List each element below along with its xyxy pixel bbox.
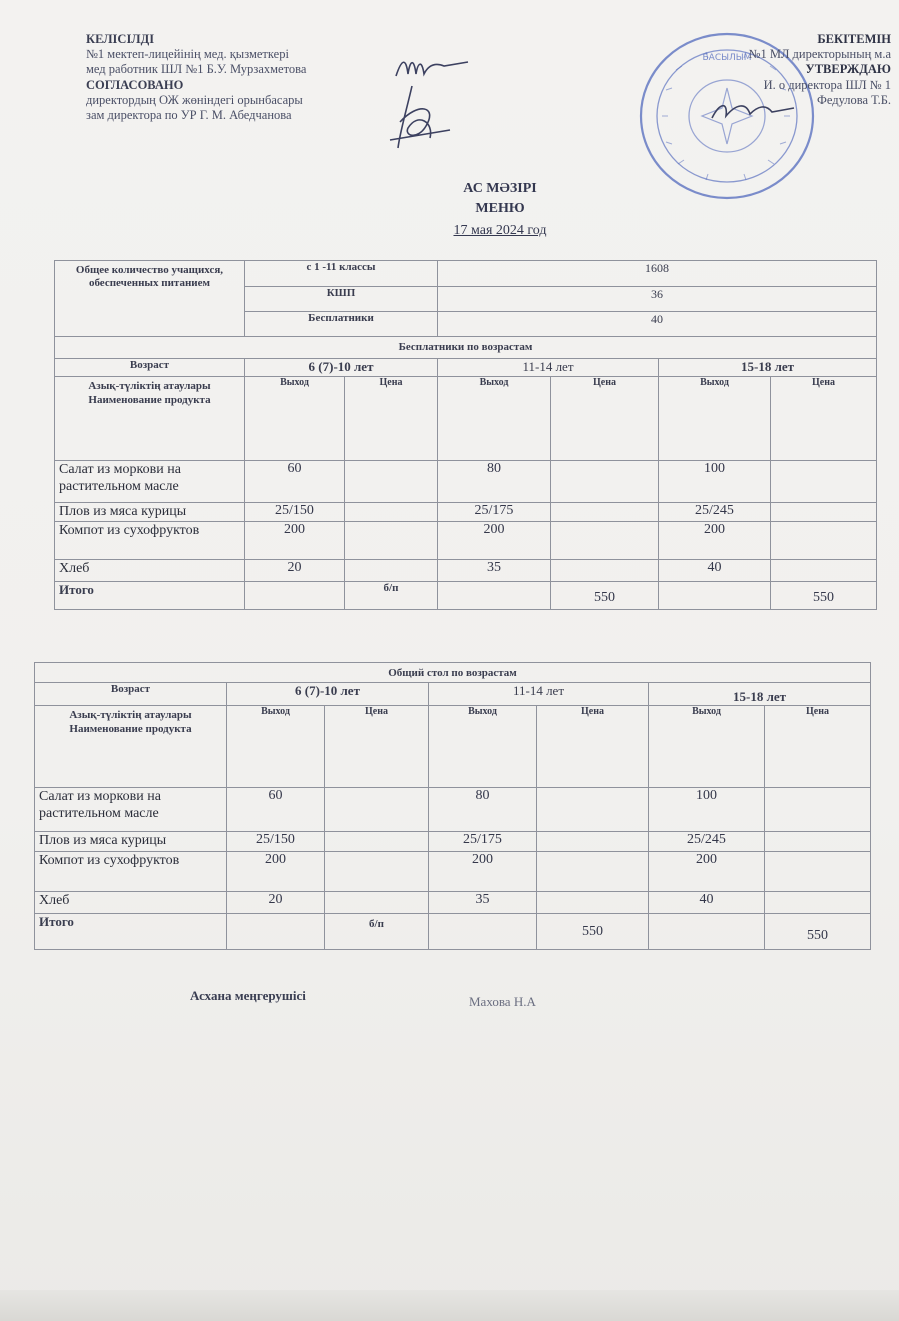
price-header-1: Цена <box>325 706 429 788</box>
yield-value: 200 <box>429 852 537 892</box>
yield-value: 20 <box>245 560 345 582</box>
free-by-age-title: Бесплатники по возрастам <box>55 337 877 359</box>
free-label: Бесплатники <box>245 312 438 337</box>
product-name: Компот из сухофруктов <box>55 522 245 560</box>
age-group-2: 11-14 лет <box>429 683 649 706</box>
svg-text:БАСЫЛЫМ: БАСЫЛЫМ <box>702 53 752 63</box>
product-name: Компот из сухофруктов <box>35 852 227 892</box>
total-price-2: 550 <box>537 914 649 950</box>
free-meals-table <box>54 260 877 610</box>
age-group-3: 15-18 лет <box>659 359 877 377</box>
signature-deputy <box>378 82 458 156</box>
yield-header-1: Выход <box>227 706 325 788</box>
page-shadow <box>0 1290 899 1321</box>
yield-header-2: Выход <box>429 706 537 788</box>
age-label: Возраст <box>55 359 245 377</box>
yield-value: 60 <box>227 788 325 832</box>
yield-header-3: Выход <box>659 377 771 461</box>
director-name: Федулова Т.Б. <box>816 92 891 107</box>
approve-kz: БЕКІТЕМІН <box>817 32 891 46</box>
product-header: Азық-түліктің атаулары Наименование продукта <box>55 377 245 461</box>
yield-value: 35 <box>438 560 551 582</box>
price-header-3: Цена <box>765 706 871 788</box>
total-price-1: б/п <box>345 582 438 610</box>
approve-ru: УТВЕРЖДАЮ <box>805 62 891 77</box>
yield-value: 200 <box>227 852 325 892</box>
total-price-1: б/п <box>325 914 429 950</box>
yield-header-1: Выход <box>245 377 345 461</box>
agreed-kz: КЕЛІСІЛДІ <box>86 32 155 46</box>
general-table <box>34 662 871 950</box>
yield-value: 80 <box>429 788 537 832</box>
product-name: Хлеб <box>55 560 245 582</box>
total-price-3: 550 <box>765 914 871 950</box>
canteen-manager-label: Асхана меңгерушісі <box>190 988 306 1003</box>
product-name: Хлеб <box>35 892 227 914</box>
canteen-manager-name: Махова Н.А <box>469 994 536 1009</box>
yield-value: 200 <box>649 852 765 892</box>
age-group-2: 11-14 лет <box>438 359 659 377</box>
price-header-2: Цена <box>551 377 659 461</box>
product-name: Салат из моркови на растительном масле <box>35 788 227 832</box>
menu-date: 17 мая 2024 год <box>453 223 547 238</box>
yield-value: 60 <box>245 461 345 503</box>
product-name: Плов из мяса курицы <box>35 832 227 852</box>
yield-value: 80 <box>438 461 551 503</box>
price-header-3: Цена <box>771 377 877 461</box>
yield-value: 25/150 <box>227 832 325 852</box>
free-value: 40 <box>438 312 877 337</box>
title-kz: АС МӘЗІРІ <box>463 181 537 196</box>
yield-value: 200 <box>245 522 345 560</box>
general-by-age-title: Общий стол по возрастам <box>35 663 871 683</box>
grades-value: 1608 <box>438 261 877 287</box>
table-row <box>55 461 877 503</box>
yield-value: 25/175 <box>438 503 551 522</box>
director-kz: №1 МЛ директорының м.а <box>748 47 891 62</box>
age-group-1: 6 (7)-10 лет <box>245 359 438 377</box>
approval-block-right <box>749 32 891 108</box>
yield-value: 25/175 <box>429 832 537 852</box>
product-name: Плов из мяса курицы <box>55 503 245 522</box>
yield-value: 35 <box>429 892 537 914</box>
table-row <box>55 503 877 522</box>
deputy-ru: зам директора по УР Г. М. Абедчанова <box>86 108 292 123</box>
director-ru: И. о директора ШЛ № 1 <box>763 77 891 92</box>
yield-header-2: Выход <box>438 377 551 461</box>
yield-value: 100 <box>659 461 771 503</box>
yield-value: 25/245 <box>649 832 765 852</box>
total-label: Итого <box>55 582 245 610</box>
approval-block-left <box>86 32 306 123</box>
yield-header-3: Выход <box>649 706 765 788</box>
total-price-3: 550 <box>771 582 877 610</box>
signature-med-worker <box>392 52 472 84</box>
yield-value: 200 <box>659 522 771 560</box>
table-row <box>35 852 871 892</box>
agreed-ru: СОГЛАСОВАНО <box>86 77 184 92</box>
table-row <box>35 832 871 852</box>
yield-value: 100 <box>649 788 765 832</box>
kshp-value: 36 <box>438 287 877 312</box>
product-name: Салат из моркови на растительном масле <box>55 461 245 503</box>
students-count-label: Общее количество учащихся, обеспеченных питанием <box>55 261 245 337</box>
yield-value: 40 <box>649 892 765 914</box>
yield-value: 25/245 <box>659 503 771 522</box>
age-group-1: 6 (7)-10 лет <box>227 683 429 706</box>
age-group-3: 15-18 лет <box>649 683 871 706</box>
yield-value: 200 <box>438 522 551 560</box>
med-worker-ru: мед работник ШЛ №1 Б.У. Мурзахметова <box>86 62 307 77</box>
total-label: Итого <box>35 914 227 950</box>
yield-value: 20 <box>227 892 325 914</box>
yield-value: 25/150 <box>245 503 345 522</box>
total-row <box>35 914 871 950</box>
deputy-kz: директордың ОЖ жөніндегі орынбасары <box>86 92 303 107</box>
title-ru: МЕНЮ <box>475 201 525 216</box>
age-label: Возраст <box>35 683 227 706</box>
grades-label: с 1 -11 классы <box>245 261 438 287</box>
price-header-1: Цена <box>345 377 438 461</box>
product-header: Азық-түліктің атаулары Наименование продукта <box>35 706 227 788</box>
med-worker-kz: №1 мектеп-лицейінің мед. қызметкері <box>86 47 289 62</box>
total-price-2: 550 <box>551 582 659 610</box>
table-row <box>55 560 877 582</box>
table-row <box>35 788 871 832</box>
price-header-2: Цена <box>537 706 649 788</box>
yield-value: 40 <box>659 560 771 582</box>
table-row <box>55 522 877 560</box>
total-row <box>55 582 877 610</box>
kshp-label: КШП <box>245 287 438 312</box>
table-row <box>35 892 871 914</box>
